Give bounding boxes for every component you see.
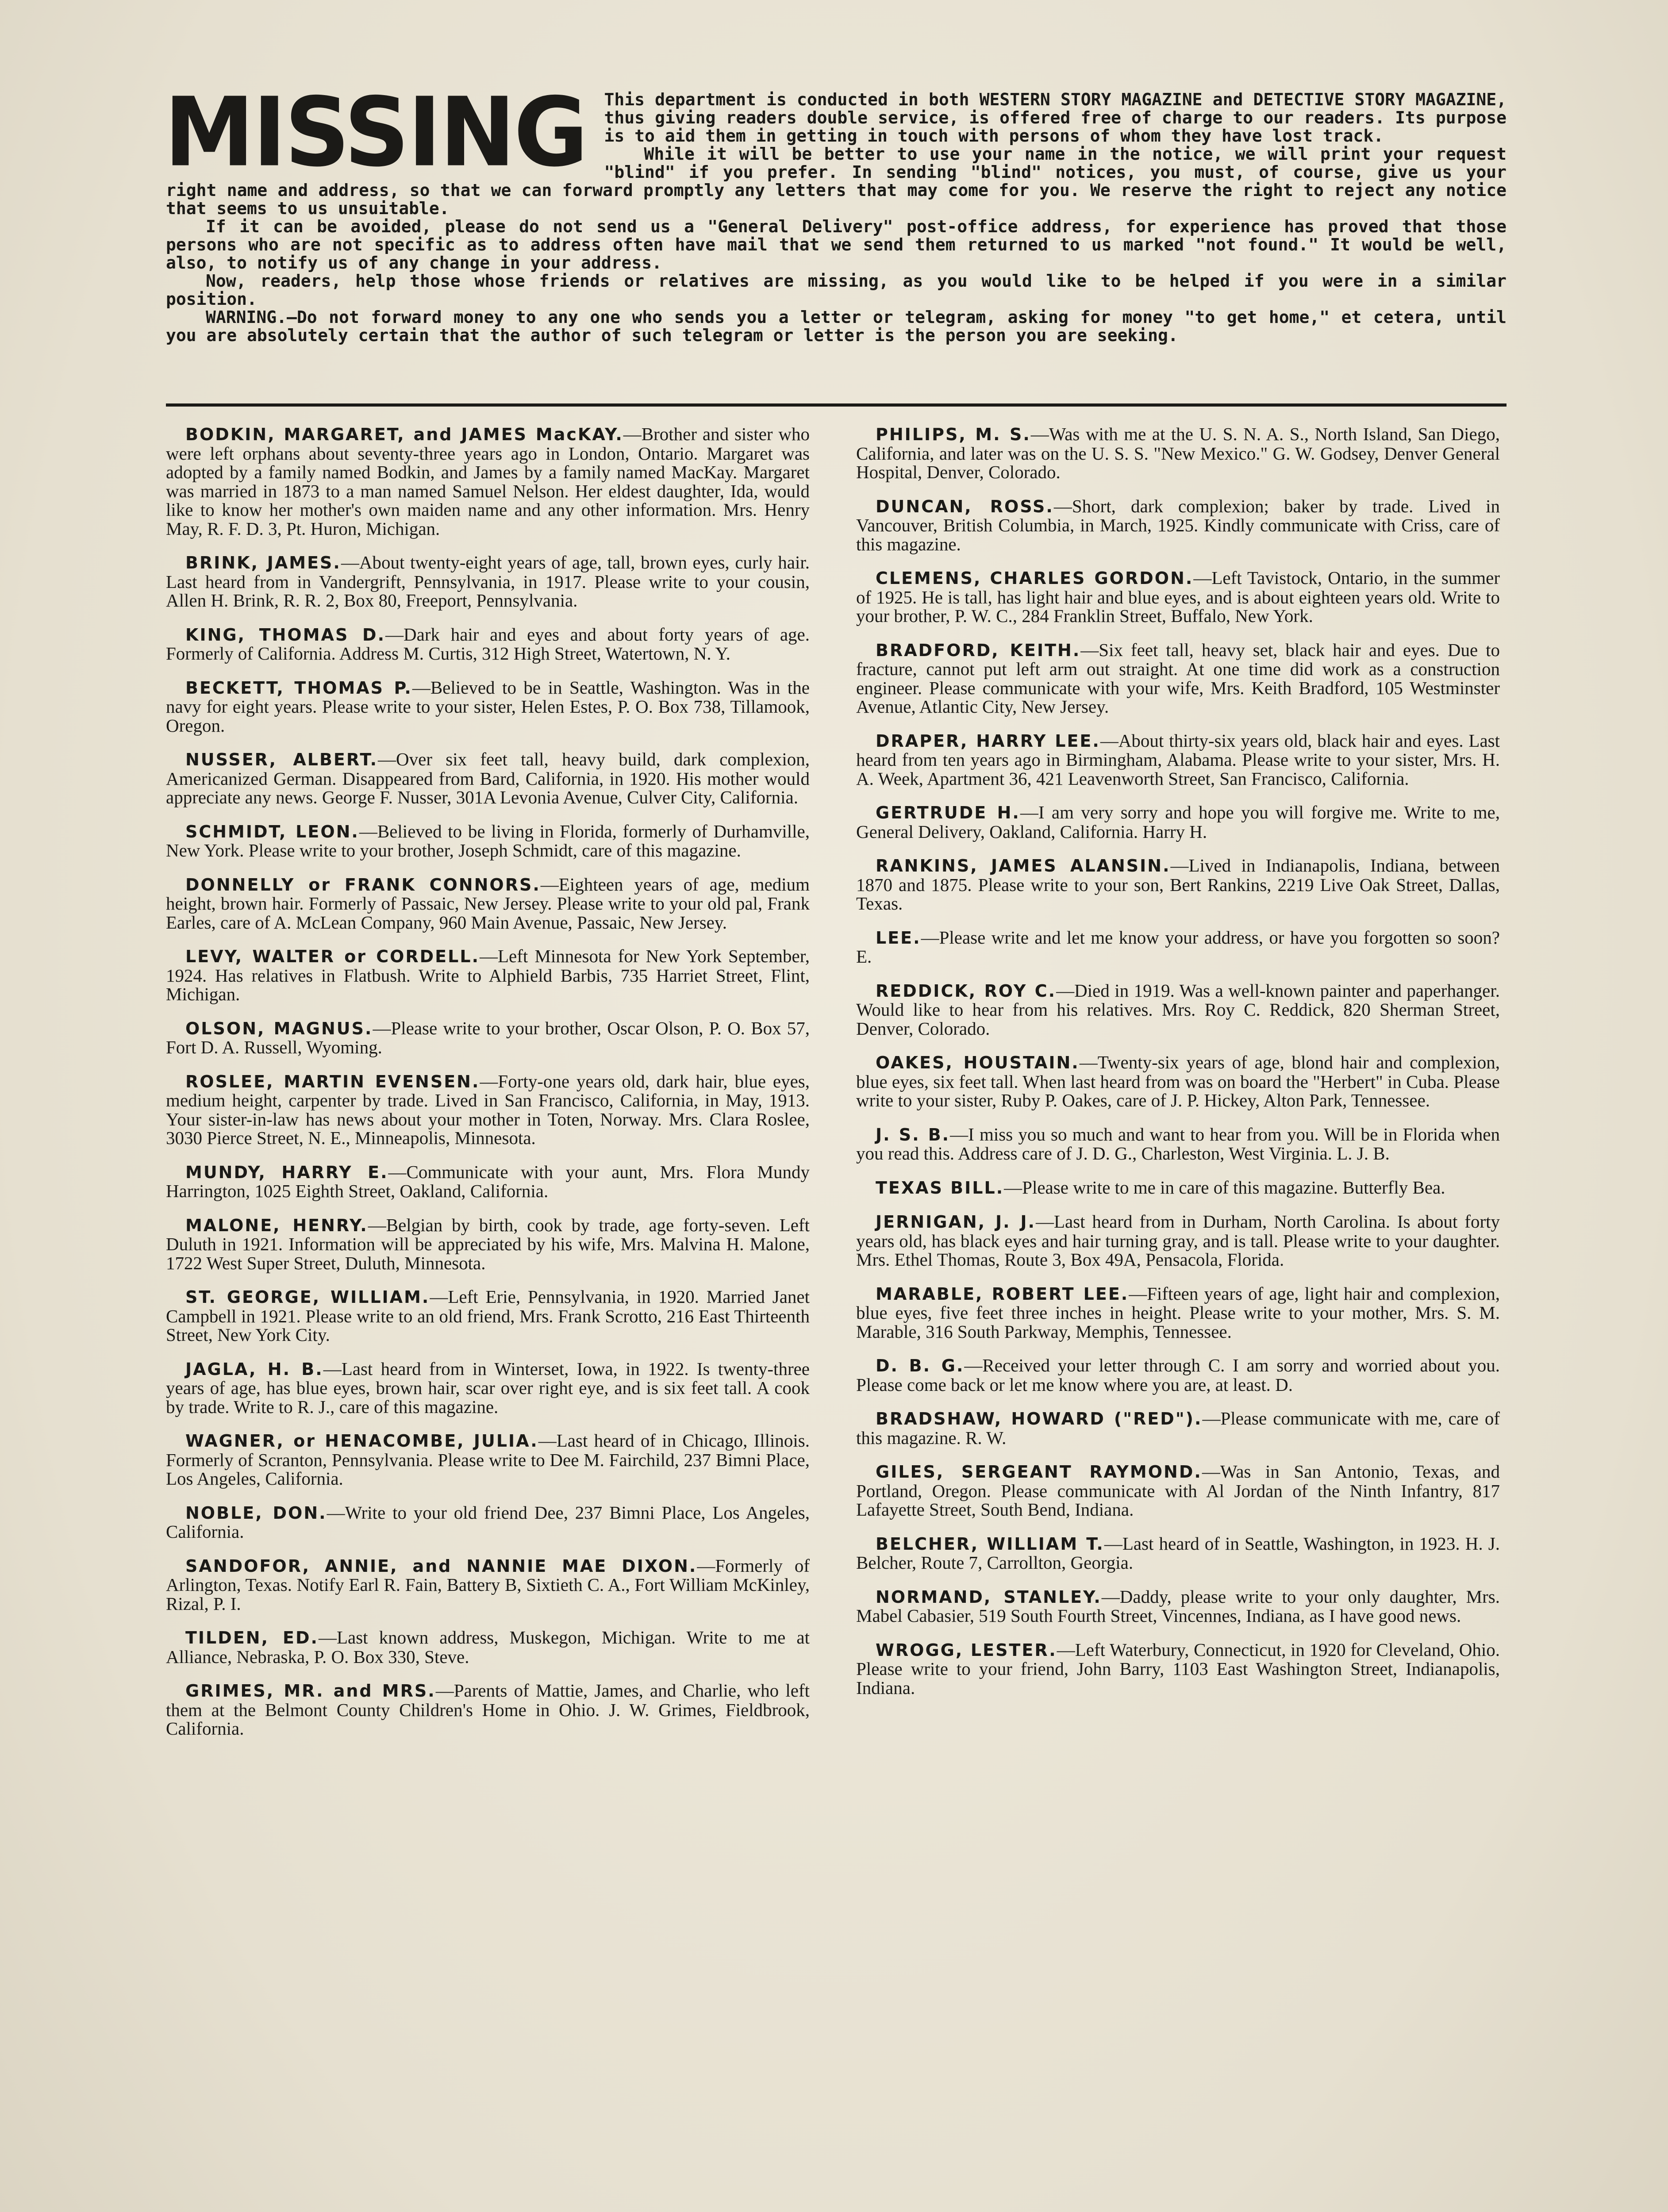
notice-entry xyxy=(166,1628,810,1666)
notice-text: —About twenty-eight years of age, tall, brown eyes, curly hair. Last heard from in Vandergrift, Pennsylvania, in 1917. Please write to your cousin, Allen H. Brink, R. R. 2, Box 80, Freeport, Pennsylvania. xyxy=(166,552,810,611)
notice-name: JAGLA, H. B. xyxy=(185,1359,323,1379)
notice-text: —I am very sorry and hope you will forgive me. Write to me, General Delivery, Oakland, California. Harry H. xyxy=(856,802,1500,842)
notice-name: BELCHER, WILLIAM T. xyxy=(876,1534,1104,1554)
notice-entry xyxy=(166,553,810,610)
notice-text: —Please write and let me know your address, or have you forgotten so soon? E. xyxy=(856,927,1500,967)
notice-text: —Please write to me in care of this magazine. Butterfly Bea. xyxy=(1004,1177,1445,1198)
notice-entry xyxy=(856,1640,1500,1697)
missing-header xyxy=(164,77,1507,345)
intro-paragraph: If it can be avoided, please do not send us a "General Delivery" post-office address, for experience has proved that those persons who are not specific as to address often have mail that we send them returned to us marked "not found." It would be well, also, to notify us of any change in your address. xyxy=(166,217,1507,273)
notice-entry xyxy=(166,1503,810,1541)
notice-entry xyxy=(856,1125,1500,1163)
notice-entry xyxy=(856,1356,1500,1394)
notice-name: NUSSER, ALBERT. xyxy=(185,750,378,769)
notice-name: KING, THOMAS D. xyxy=(185,625,386,645)
notice-name: JERNIGAN, J. J. xyxy=(876,1212,1036,1232)
notice-name: DRAPER, HARRY LEE. xyxy=(876,731,1100,751)
notice-text: —Received your letter through C. I am sorry and worried about you. Please come back or let me know where you are, at least. D. xyxy=(856,1355,1500,1395)
notice-text: —Six feet tall, heavy set, black hair and eyes. Due to fracture, cannot put left arm out straight. At one time did work as a construction engineer. Please communicate with your wife, Mrs. Keith Bradford, 105 Westminster Avenue, Atlantic City, New Jersey. xyxy=(856,639,1500,717)
notice-entry xyxy=(166,750,810,807)
notice-name: OAKES, HOUSTAIN. xyxy=(876,1053,1080,1072)
notice-entry xyxy=(166,625,810,663)
notice-text: —I miss you so much and want to hear from you. Will be in Florida when you read this. Address care of J. D. G., Charleston, West Virginia. L. J. B. xyxy=(856,1124,1500,1164)
notice-text: —Dark hair and eyes and about forty years of age. Formerly of California. Address M. Curtis, 312 High Street, Watertown, N. Y. xyxy=(166,624,810,664)
notice-text: —Died in 1919. Was a well-known painter and paperhanger. Would like to hear from his relatives. Mrs. Roy C. Reddick, 820 Sherman Street, Denver, Colorado. xyxy=(856,980,1500,1039)
notice-entry xyxy=(166,1163,810,1201)
notice-entry xyxy=(856,803,1500,841)
notice-name: CLEMENS, CHARLES GORDON. xyxy=(876,568,1194,588)
notice-name: TILDEN, ED. xyxy=(185,1628,319,1647)
notice-entry xyxy=(856,981,1500,1038)
notice-entry xyxy=(856,1178,1500,1198)
notice-entry xyxy=(166,947,810,1004)
notice-text: —Believed to be in Seattle, Washington. Was in the navy for eight years. Please write to your sister, Helen Estes, P. O. Box 738, Tillamook, Oregon. xyxy=(166,677,810,736)
notice-name: MALONE, HENRY. xyxy=(185,1215,368,1235)
intro-paragraph: This department is conducted in both WESTERN STORY MAGAZINE and DETECTIVE STORY MAGAZINE, thus giving readers double service, is offered free of charge to our readers. Its purpose is to aid them in getting in touch with persons of whom they have lost track. xyxy=(604,90,1507,146)
notice-text: —Was in San Antonio, Texas, and Portland, Oregon. Please communicate with Al Jordan of the Ninth Infantry, 817 Lafayette Street, South Bend, Indiana. xyxy=(856,1461,1500,1520)
notice-text: —Left Waterbury, Connecticut, in 1920 for Cleveland, Ohio. Please write to your friend, John Barry, 1103 East Washington Street, Indianapolis, Indiana. xyxy=(856,1639,1500,1698)
notice-name: BRADFORD, KEITH. xyxy=(876,640,1081,660)
notice-name: NOBLE, DON. xyxy=(185,1503,327,1523)
right-column xyxy=(856,425,1500,1712)
notice-entry xyxy=(856,1212,1500,1269)
notice-text: —Please write to your brother, Oscar Olson, P. O. Box 57, Fort D. A. Russell, Wyoming. xyxy=(166,1018,810,1057)
notice-name: OLSON, MAGNUS. xyxy=(185,1018,373,1038)
notice-name: MUNDY, HARRY E. xyxy=(185,1162,388,1182)
notice-text: —Eighteen years of age, medium height, brown hair. Formerly of Passaic, New Jersey. Please write to your old pal, Frank Earles, care of A. McLean Company, 960 Main Avenue, Passaic, New Jersey. xyxy=(166,874,810,933)
notice-name: NORMAND, STANLEY. xyxy=(876,1587,1102,1607)
notice-entry xyxy=(166,425,810,538)
notice-entry xyxy=(856,1587,1500,1625)
notice-text: —Left Minnesota for New York September, 1924. Has relatives in Flatbush. Write to Alphield Barbis, 735 Harriet Street, Flint, Michigan. xyxy=(166,946,810,1004)
notice-text: —Was with me at the U. S. N. A. S., North Island, San Diego, California, and later was on the U. S. S. "New Mexico." G. W. Godsey, Denver General Hospital, Denver, Colorado. xyxy=(856,424,1500,482)
notice-entry xyxy=(166,1019,810,1057)
notice-entry xyxy=(166,875,810,932)
notice-name: BRADSHAW, HOWARD ("RED"). xyxy=(876,1409,1203,1429)
notice-text: —Parents of Mattie, James, and Charlie, who left them at the Belmont County Children's Home in Ohio. J. W. Grimes, Fieldbrook, California. xyxy=(166,1680,810,1739)
notice-name: DONNELLY or FRANK CONNORS. xyxy=(185,875,541,895)
notice-text: —Left Tavistock, Ontario, in the summer of 1925. He is tall, has light hair and blue eyes, and is about eighteen years old. Write to your brother, P. W. C., 284 Franklin Street, Buffalo, New York. xyxy=(856,568,1500,626)
notice-entry xyxy=(166,1359,810,1417)
notice-text: —Lived in Indianapolis, Indiana, between 1870 and 1875. Please write to your son, Bert Rankins, 2219 Live Oak Street, Dallas, Texas. xyxy=(856,855,1500,914)
notice-text: —Short, dark complexion; baker by trade. Lived in Vancouver, British Columbia, in March, 1925. Kindly communicate with Criss, care of this magazine. xyxy=(856,495,1500,554)
notice-entry xyxy=(166,1681,810,1738)
notice-name: WROGG, LESTER. xyxy=(876,1640,1057,1660)
notice-entry xyxy=(856,425,1500,482)
notice-entry xyxy=(166,678,810,735)
notice-entry xyxy=(166,1431,810,1488)
notice-text: —Over six feet tall, heavy build, dark complexion, Americanized German. Disappeared from Bard, California, in 1920. His mother would appreciate any news. George F. Nusser, 301A Levonia Avenue, Culver City, California. xyxy=(166,749,810,807)
notice-name: TEXAS BILL. xyxy=(876,1178,1004,1198)
notice-name: BECKETT, THOMAS P. xyxy=(185,678,412,698)
notice-text: —Last heard of in Chicago, Illinois. Formerly of Scranton, Pennsylvania. Please write to Dee M. Fairchild, 237 Bimni Place, Los Angeles, California. xyxy=(166,1430,810,1489)
notice-name: PHILIPS, M. S. xyxy=(876,425,1031,444)
notice-name: LEE. xyxy=(876,928,921,948)
notice-name: J. S. B. xyxy=(876,1125,950,1144)
notice-entry xyxy=(856,731,1500,788)
notice-name: SCHMIDT, LEON. xyxy=(185,822,359,841)
notice-entry xyxy=(856,1462,1500,1519)
notice-entry xyxy=(166,822,810,860)
notice-name: GRIMES, MR. and MRS. xyxy=(185,1681,436,1701)
notice-text: —Please communicate with me, care of this magazine. R. W. xyxy=(856,1408,1500,1448)
notice-entry xyxy=(856,497,1500,554)
notice-text: —Twenty-six years of age, blond hair and complexion, blue eyes, six feet tall. When last heard from was on board the "Herbert" in Cuba. Please write to your sister, Ruby P. Oakes, care of J. P. Hickey, Alton Park, Tennessee. xyxy=(856,1052,1500,1110)
notice-text: —Forty-one years old, dark hair, blue eyes, medium height, carpenter by trade. Lived in San Francisco, California, in May, 1913. Your sister-in-law has news about your mother in Toten, Norway. Mrs. Clara Roslee, 3030 Pierce Street, N. E., Minneapolis, Minnesota. xyxy=(166,1071,810,1148)
notice-entry xyxy=(856,928,1500,966)
notice-text: —Last heard of in Seattle, Washington, in 1923. H. J. Belcher, Route 7, Carrollton, Georgia. xyxy=(856,1533,1500,1573)
notice-name: RANKINS, JAMES ALANSIN. xyxy=(876,856,1171,876)
notice-entry xyxy=(856,1053,1500,1110)
notice-entry xyxy=(856,1284,1500,1341)
notice-entry xyxy=(166,1072,810,1148)
left-column xyxy=(166,425,810,1753)
notice-name: DUNCAN, ROSS. xyxy=(876,496,1054,516)
notice-text: —Fifteen years of age, light hair and complexion, blue eyes, five feet three inches in height. Please write to your mother, Mrs. S. M. Marable, 316 South Parkway, Memphis, Tennessee. xyxy=(856,1283,1500,1342)
notice-text: —Last heard from in Winterset, Iowa, in 1922. Is twenty-three years of age, has blue eyes, brown hair, scar over right eye, and is six feet tall. A cook by trade. Write to R. J., care of this magazine. xyxy=(166,1358,810,1417)
notice-name: LEVY, WALTER or CORDELL. xyxy=(185,947,480,966)
notice-entry xyxy=(856,1409,1500,1447)
notice-entry xyxy=(856,641,1500,716)
notice-name: ST. GEORGE, WILLIAM. xyxy=(185,1287,430,1307)
notice-text: —Last heard from in Durham, North Carolina. Is about forty years old, has black eyes and hair turning gray, and is tall. Please write to your daughter. Mrs. Ethel Thomas, Route 3, Box 49A, Pensacola, Florida. xyxy=(856,1211,1500,1270)
notice-name: ROSLEE, MARTIN EVENSEN. xyxy=(185,1071,480,1091)
warning-paragraph: WARNING.—Do not forward money to any one who sends you a letter or telegram, asking for money "to get home," et cetera, until you are absolutely certain that the author of such telegram or letter is the person you are seeking. xyxy=(166,307,1507,345)
notice-entry xyxy=(856,856,1500,913)
notice-name: MARABLE, ROBERT LEE. xyxy=(876,1284,1129,1304)
notice-name: REDDICK, ROY C. xyxy=(876,981,1057,1001)
section-divider xyxy=(166,403,1507,407)
notice-text: —Communicate with your aunt, Mrs. Flora Mundy Harrington, 1025 Eighth Street, Oakland, California. xyxy=(166,1161,810,1201)
notice-entry xyxy=(166,1216,810,1273)
notice-text: —Left Erie, Pennsylvania, in 1920. Married Janet Campbell in 1921. Please write to an old friend, Mrs. Frank Scrotto, 216 East Thirteenth Street, New York City. xyxy=(166,1286,810,1345)
notice-entry xyxy=(856,568,1500,626)
notice-entry xyxy=(166,1287,810,1344)
notice-name: SANDOFOR, ANNIE, and NANNIE MAE DIXON. xyxy=(185,1556,697,1576)
notice-entry xyxy=(166,1556,810,1613)
notice-name: D. B. G. xyxy=(876,1356,965,1375)
page-title: MISSING xyxy=(164,77,587,188)
intro-paragraph: While it will be better to use your name in the notice, we will print your request "blind" if you prefer. In sending "blind" notices, you must, of course, give us your right name and address, so that we can forward promptly any letters that may come for you. We reserve the right to reject any notice that seems to us unsuitable. xyxy=(166,144,1507,218)
notice-name: GERTRUDE H. xyxy=(876,803,1020,822)
notice-entry xyxy=(856,1534,1500,1572)
notice-text: —Daddy, please write to your only daughter, Mrs. Mabel Cabasier, 519 South Fourth Street, Vincennes, Indiana, as I have good news. xyxy=(856,1586,1500,1626)
notice-name: WAGNER, or HENACOMBE, JULIA. xyxy=(185,1431,538,1451)
notice-text: —Last known address, Muskegon, Michigan. Write to me at Alliance, Nebraska, P. O. Box 330, Steve. xyxy=(166,1627,810,1667)
notice-text: —About thirty-six years old, black hair and eyes. Last heard from ten years ago in Birmingham, Alabama. Please write to your sister, Mrs. H. A. Week, Apartment 36, 421 Leavenworth Street, San Francisco, California. xyxy=(856,730,1500,789)
notice-text: —Write to your old friend Dee, 237 Bimni Place, Los Angeles, California. xyxy=(166,1502,810,1542)
intro-paragraph: Now, readers, help those whose friends or relatives are missing, as you would like to be helped if you were in a similar position. xyxy=(166,271,1507,309)
notice-text: —Belgian by birth, cook by trade, age forty-seven. Left Duluth in 1921. Information will be appreciated by his wife, Mrs. Malvina H. Malone, 1722 West Super Street, Duluth, Minnesota. xyxy=(166,1214,810,1273)
notice-text: —Believed to be living in Florida, formerly of Durhamville, New York. Please write to your brother, Joseph Schmidt, care of this magazine. xyxy=(166,821,810,860)
notice-text: —Formerly of Arlington, Texas. Notify Earl R. Fain, Battery B, Sixtieth C. A., Fort William McKinley, Rizal, P. I. xyxy=(166,1555,810,1614)
notice-name: GILES, SERGEANT RAYMOND. xyxy=(876,1462,1202,1482)
notice-name: BODKIN, MARGARET, and JAMES MacKAY. xyxy=(185,425,623,444)
notice-name: BRINK, JAMES. xyxy=(185,553,341,572)
notice-text: —Brother and sister who were left orphans about seventy-three years ago in London, Ontario. Margaret was adopted by a family named Bodkin, and James by a family named MacKay. Margaret was married in 1873 to a man named Samuel Nelson. Her eldest daughter, Ida, would like to know her mother's own maiden name and any other information. Mrs. Henry May, R. F. D. 3, Pt. Huron, Michigan. xyxy=(166,424,810,539)
